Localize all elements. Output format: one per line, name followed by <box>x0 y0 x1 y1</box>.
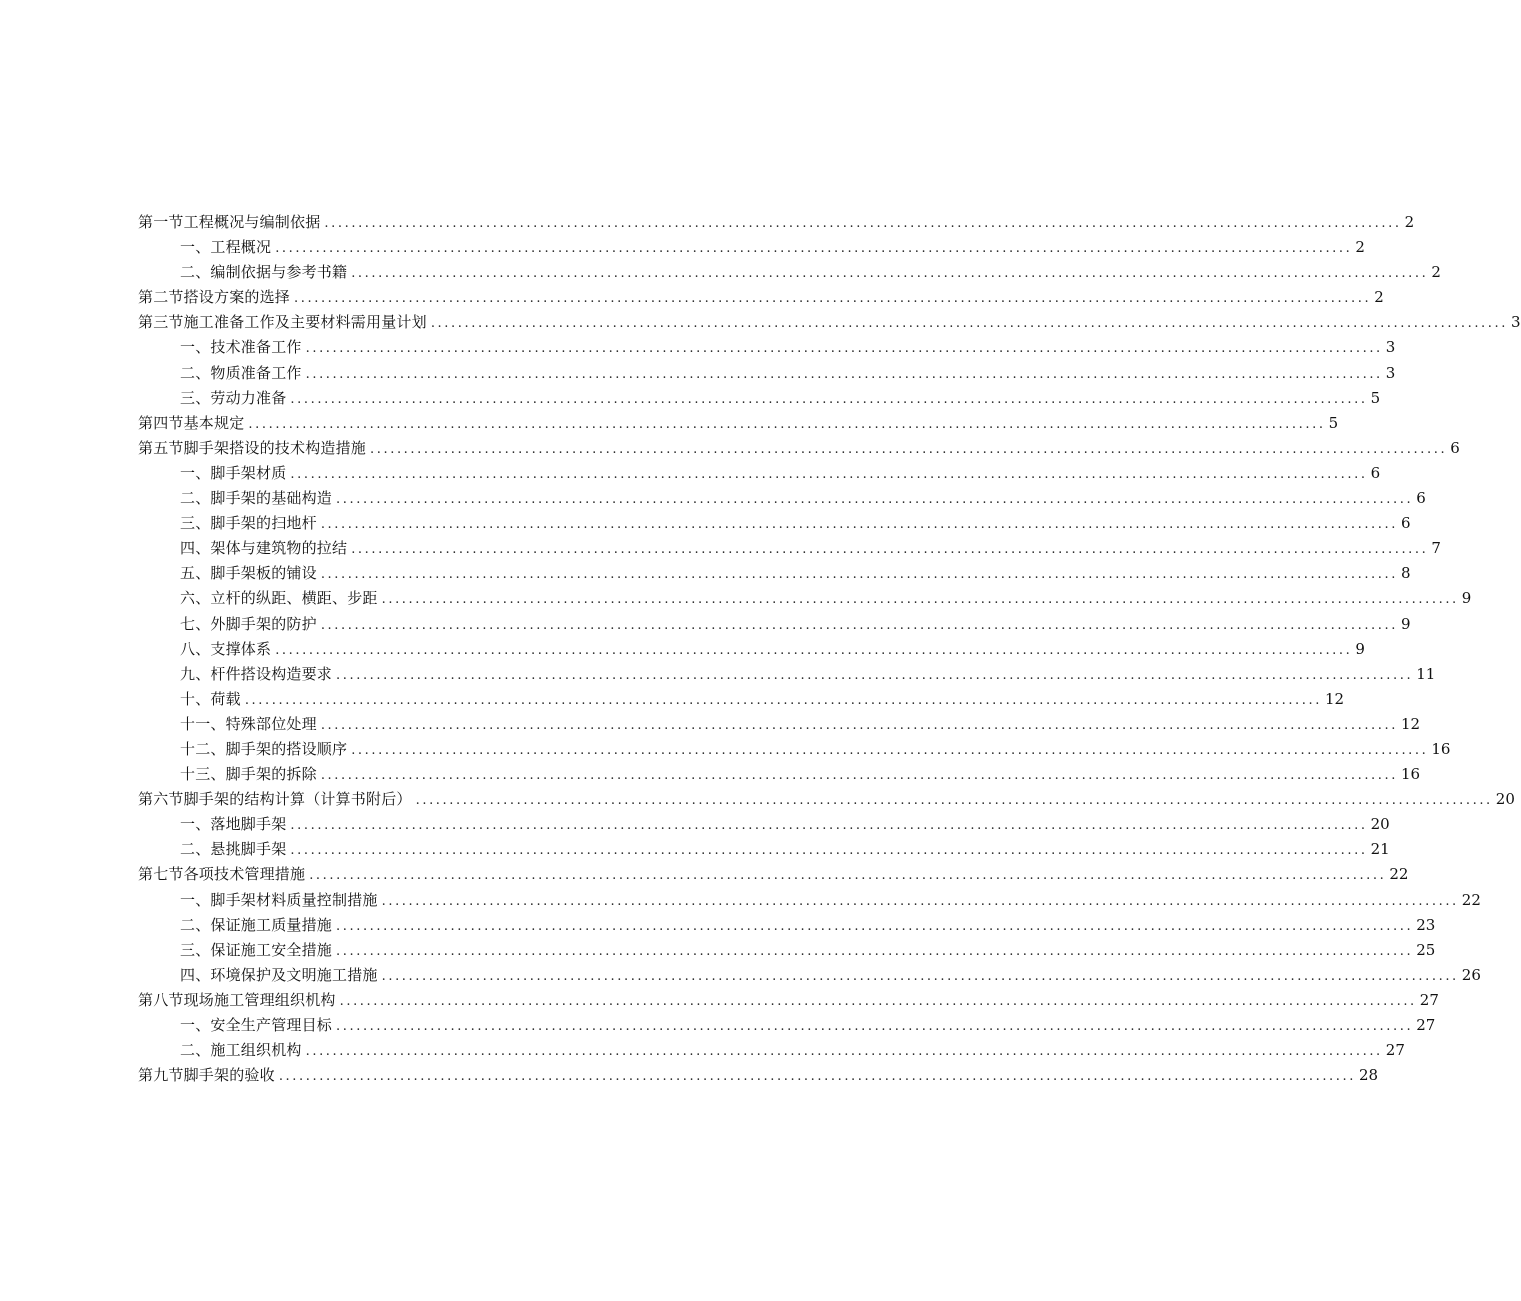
toc-page-number: 6 <box>1416 489 1426 508</box>
toc-page-number: 16 <box>1431 739 1451 758</box>
toc-page-number: 9 <box>1400 614 1411 633</box>
toc-entry-title: 十二、脚手架的搭设顺序 <box>180 739 348 758</box>
toc-page-number: 5 <box>1370 388 1381 407</box>
toc-entry-title: 第七节各项技术管理措施 <box>138 865 306 884</box>
toc-page-number: 26 <box>1461 965 1481 984</box>
toc-dot-leader: ................................................................................................................................................................ <box>275 642 1353 658</box>
toc-subsection-entry[interactable] <box>138 1013 1436 1038</box>
toc-entry-title: 二、编制依据与参考书籍 <box>180 263 348 282</box>
toc-dot-leader: ................................................................................................................................................................ <box>336 918 1414 934</box>
toc-dot-leader: ................................................................................................................................................................ <box>351 542 1429 558</box>
toc-entry-title: 第四节基本规定 <box>138 413 245 432</box>
toc-entry-title: 三、劳动力准备 <box>180 388 287 407</box>
toc-dot-leader: ................................................................................................................................................................ <box>248 416 1326 432</box>
toc-page-number: 22 <box>1461 890 1481 909</box>
toc-subsection-entry[interactable] <box>138 561 1411 586</box>
toc-entry-title: 第二节搭设方案的选择 <box>138 288 291 307</box>
toc-entry-title: 一、技术准备工作 <box>180 338 302 357</box>
toc-entry-title: 二、物质准备工作 <box>180 363 302 382</box>
toc-entry-title: 三、保证施工安全措施 <box>180 940 333 959</box>
toc-dot-leader: ................................................................................................................................................................ <box>320 567 1398 583</box>
toc-dot-leader: ................................................................................................................................................................ <box>324 216 1402 231</box>
toc-page-number: 6 <box>1370 463 1381 482</box>
toc-entry-title: 第五节脚手架搭设的技术构造措施 <box>138 438 367 457</box>
toc-entry-title: 十、荷载 <box>180 689 241 708</box>
toc-dot-leader: ................................................................................................................................................................ <box>381 592 1459 608</box>
toc-subsection-entry[interactable] <box>138 612 1411 637</box>
toc-entry-title: 第九节脚手架的验收 <box>138 1066 275 1085</box>
toc-entry-title: 一、脚手架材质 <box>180 463 287 482</box>
toc-subsection-entry[interactable] <box>138 737 1451 762</box>
toc-dot-leader: ................................................................................................................................................................ <box>305 366 1383 382</box>
toc-section-entry[interactable] <box>138 285 1384 310</box>
toc-page-number: 7 <box>1431 539 1441 558</box>
toc-subsection-entry[interactable] <box>138 235 1365 260</box>
toc-subsection-entry[interactable] <box>138 712 1421 737</box>
toc-dot-leader: ................................................................................................................................................................ <box>290 818 1368 834</box>
toc-dot-leader: ................................................................................................................................................................ <box>381 893 1459 909</box>
toc-subsection-entry[interactable] <box>138 486 1426 511</box>
toc-entry-title: 一、安全生产管理目标 <box>180 1016 333 1034</box>
toc-section-entry[interactable] <box>138 310 1521 335</box>
toc-dot-leader: ................................................................................................................................................................ <box>339 993 1417 1009</box>
toc-dot-leader: ................................................................................................................................................................ <box>290 391 1368 407</box>
toc-dot-leader: ................................................................................................................................................................ <box>294 291 1372 307</box>
toc-dot-leader: ................................................................................................................................................................ <box>336 667 1414 683</box>
toc-page-number: 12 <box>1324 689 1345 708</box>
table-of-contents <box>138 210 1521 1088</box>
toc-entry-title: 十三、脚手架的拆除 <box>180 765 317 784</box>
toc-page-number: 3 <box>1510 313 1521 332</box>
toc-subsection-entry[interactable] <box>138 335 1396 360</box>
toc-page-number: 2 <box>1374 288 1384 307</box>
toc-entry-title: 二、脚手架的基础构造 <box>180 489 333 508</box>
toc-subsection-entry[interactable] <box>138 511 1411 536</box>
toc-page-number: 2 <box>1404 213 1415 231</box>
toc-dot-leader: ................................................................................................................................................................ <box>305 1044 1383 1060</box>
toc-page-number: 2 <box>1431 263 1441 282</box>
toc-subsection-entry[interactable] <box>138 386 1381 411</box>
toc-page-number: 11 <box>1416 664 1436 683</box>
toc-subsection-entry[interactable] <box>138 662 1436 687</box>
toc-dot-leader: ................................................................................................................................................................ <box>381 968 1459 984</box>
toc-dot-leader: ................................................................................................................................................................ <box>244 692 1322 708</box>
toc-section-entry[interactable] <box>138 862 1409 887</box>
toc-dot-leader: ................................................................................................................................................................ <box>430 316 1508 332</box>
toc-section-entry[interactable] <box>138 787 1515 812</box>
toc-dot-leader: ................................................................................................................................................................ <box>320 768 1398 784</box>
toc-dot-leader: ................................................................................................................................................................ <box>278 1069 1356 1085</box>
toc-page-number: 9 <box>1461 589 1472 608</box>
toc-subsection-entry[interactable] <box>138 1038 1405 1063</box>
toc-page-number: 6 <box>1450 438 1460 457</box>
toc-subsection-entry[interactable] <box>138 812 1390 837</box>
toc-entry-title: 六、立杆的纵距、横距、步距 <box>180 589 378 608</box>
toc-entry-title: 第一节工程概况与编制依据 <box>138 213 321 231</box>
toc-entry-title: 第六节脚手架的结构计算（计算书附后） <box>138 790 412 809</box>
toc-subsection-entry[interactable] <box>138 586 1472 611</box>
toc-page-number: 20 <box>1370 815 1390 834</box>
toc-subsection-entry[interactable] <box>138 461 1381 486</box>
toc-dot-leader: ................................................................................................................................................................ <box>370 441 1448 457</box>
toc-subsection-entry[interactable] <box>138 963 1481 988</box>
toc-subsection-entry[interactable] <box>138 260 1441 285</box>
toc-dot-leader: ................................................................................................................................................................ <box>290 843 1368 859</box>
toc-dot-leader: ................................................................................................................................................................ <box>290 466 1368 482</box>
toc-subsection-entry[interactable] <box>138 637 1365 662</box>
toc-subsection-entry[interactable] <box>138 913 1436 938</box>
toc-entry-title: 第八节现场施工管理组织机构 <box>138 990 336 1009</box>
toc-subsection-entry[interactable] <box>138 888 1481 913</box>
toc-page-number: 9 <box>1355 639 1365 658</box>
toc-page-number: 3 <box>1385 363 1396 382</box>
toc-page-number: 16 <box>1400 765 1421 784</box>
toc-page-number: 22 <box>1389 865 1409 884</box>
toc-dot-leader: ................................................................................................................................................................ <box>320 717 1398 733</box>
toc-entry-title: 二、保证施工质量措施 <box>180 915 333 934</box>
toc-entry-title: 十一、特殊部位处理 <box>180 714 317 733</box>
toc-page-number: 6 <box>1400 514 1411 533</box>
toc-subsection-entry[interactable] <box>138 837 1390 862</box>
toc-page-number: 12 <box>1400 714 1421 733</box>
toc-dot-leader: ................................................................................................................................................................ <box>320 517 1398 533</box>
toc-page-number: 20 <box>1495 790 1515 809</box>
toc-entry-title: 一、工程概况 <box>180 238 272 257</box>
toc-page-number: 8 <box>1400 564 1411 583</box>
toc-entry-title: 五、脚手架板的铺设 <box>180 564 317 583</box>
toc-subsection-entry[interactable] <box>138 938 1436 963</box>
toc-entry-title: 二、施工组织机构 <box>180 1041 302 1060</box>
toc-entry-title: 一、脚手架材料质量控制措施 <box>180 890 378 909</box>
toc-entry-title: 四、环境保护及文明施工措施 <box>180 965 378 984</box>
toc-entry-title: 七、外脚手架的防护 <box>180 614 317 633</box>
toc-entry-title: 三、脚手架的扫地杆 <box>180 514 317 533</box>
toc-page-number: 27 <box>1416 1016 1436 1034</box>
toc-dot-leader: ................................................................................................................................................................ <box>336 1019 1414 1034</box>
toc-page-number: 23 <box>1416 915 1436 934</box>
toc-dot-leader: ................................................................................................................................................................ <box>351 742 1429 758</box>
toc-page-number: 25 <box>1416 940 1436 959</box>
toc-subsection-entry[interactable] <box>138 687 1345 712</box>
toc-section-entry[interactable] <box>138 1063 1379 1088</box>
toc-page-number: 27 <box>1419 990 1439 1009</box>
toc-section-entry[interactable] <box>138 988 1439 1013</box>
toc-page-number: 21 <box>1370 840 1390 859</box>
toc-page-number: 3 <box>1385 338 1396 357</box>
toc-dot-leader: ................................................................................................................................................................ <box>351 266 1429 282</box>
toc-dot-leader: ................................................................................................................................................................ <box>305 341 1383 357</box>
toc-subsection-entry[interactable] <box>138 762 1421 787</box>
toc-entry-title: 二、悬挑脚手架 <box>180 840 287 859</box>
toc-dot-leader: ................................................................................................................................................................ <box>336 492 1414 508</box>
toc-dot-leader: ................................................................................................................................................................ <box>275 241 1353 257</box>
toc-dot-leader: ................................................................................................................................................................ <box>415 793 1493 809</box>
toc-entry-title: 第三节施工准备工作及主要材料需用量计划 <box>138 313 427 332</box>
toc-page-number: 2 <box>1355 238 1365 257</box>
toc-entry-title: 四、架体与建筑物的拉结 <box>180 539 348 558</box>
toc-page-number: 28 <box>1358 1066 1379 1085</box>
toc-dot-leader: ................................................................................................................................................................ <box>336 943 1414 959</box>
toc-subsection-entry[interactable] <box>138 361 1396 386</box>
toc-entry-title: 九、杆件搭设构造要求 <box>180 664 333 683</box>
toc-section-entry[interactable] <box>138 436 1460 461</box>
toc-page-number: 5 <box>1328 413 1339 432</box>
toc-section-entry[interactable] <box>138 411 1339 436</box>
toc-dot-leader: ................................................................................................................................................................ <box>309 868 1387 884</box>
toc-dot-leader: ................................................................................................................................................................ <box>320 617 1398 633</box>
toc-entry-title: 一、落地脚手架 <box>180 815 287 834</box>
toc-page-number: 27 <box>1385 1041 1405 1060</box>
toc-entry-title: 八、支撑体系 <box>180 639 272 658</box>
toc-subsection-entry[interactable] <box>138 536 1441 561</box>
toc-section-entry[interactable] <box>138 210 1415 235</box>
